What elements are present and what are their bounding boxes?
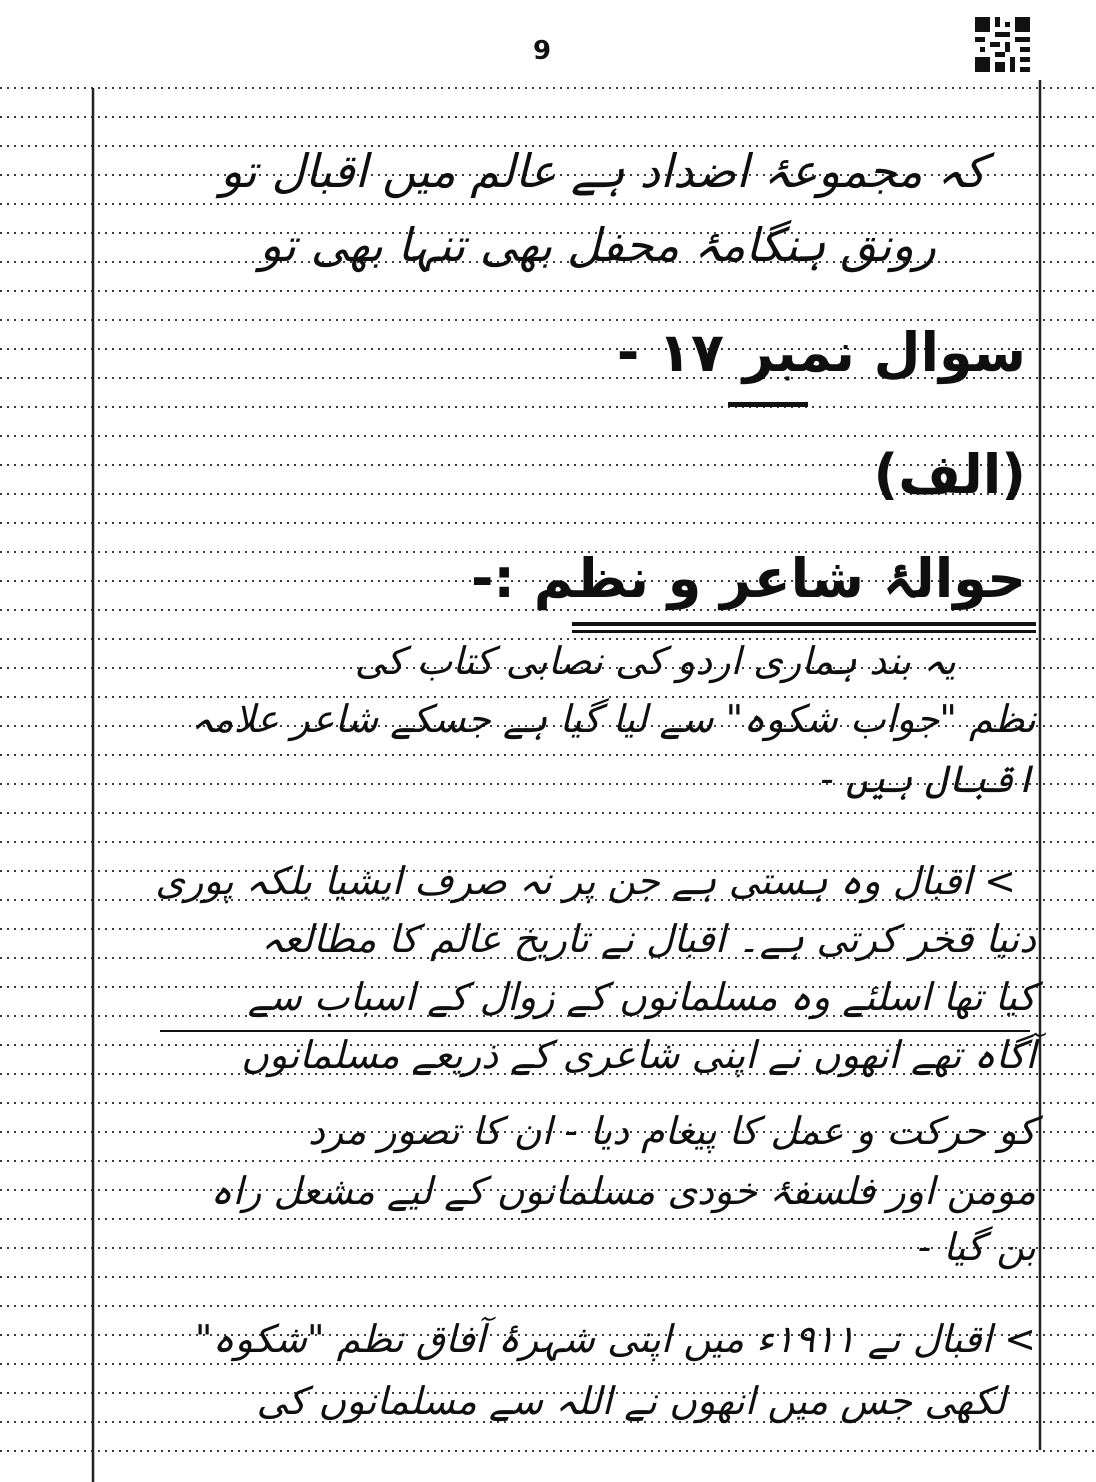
- question-heading: سوال نمبر ۱۷ -: [616, 321, 1026, 384]
- paragraph-1-line-2: دنیا فخر کرتی ہے۔ اقبال نے تاریخ عالم کا مطالعہ: [261, 917, 1036, 961]
- paragraph-1-line-7: بن گیا -: [917, 1225, 1036, 1269]
- reference-heading-underline-2: [572, 630, 1036, 633]
- reference-text-line-2: نظم "جواب شکوہ" سے لیا گیا ہے جسکے شاعر علامہ: [191, 697, 1036, 741]
- reference-heading: حوالۂ شاعر و نظم :-: [470, 547, 1026, 610]
- paragraph-1-underline: [160, 1030, 1030, 1032]
- paragraph-1-line-6: مومن اور فلسفۂ خودی مسلمانوں کے لیے مشعل راہ: [210, 1169, 1036, 1213]
- paragraph-1-line-5: کو حرکت و عمل کا پیغام دیا - ان کا تصور مرد: [307, 1109, 1036, 1153]
- couplet-line-1: کہ مجموعۂ اضداد ہے عالم میں اقبال تو: [220, 144, 986, 198]
- part-label: (الف): [873, 443, 1026, 506]
- couplet-line-2: رونق ہنگامۂ محفل بھی تنہا بھی تو: [259, 218, 936, 272]
- page-number: 9: [532, 36, 552, 66]
- paragraph-1-line-3: کیا تھا اسلئے وہ مسلمانوں کے زوال کے اسباب سے: [247, 975, 1036, 1019]
- reference-heading-underline-1: [572, 622, 1036, 626]
- question-number-underline: [728, 402, 808, 407]
- paragraph-1-line-1: > اقبال وہ ہستی ہے جن پر نہ صرف ایشیا بلکہ پوری: [155, 859, 1016, 903]
- paragraph-2-line-1: > اقبال نے ۱۹۱۱ء میں اپنی شہرۂ آفاق نظم "شکوہ": [194, 1317, 1036, 1361]
- paragraph-2-line-2: لکھی جس میں انھوں نے اللہ سے مسلمانوں کی: [256, 1379, 1006, 1423]
- reference-text-line-1: یہ بند ہماری اردو کی نصابی کتاب کی: [354, 639, 956, 683]
- paragraph-1-line-4: آگاہ تھے انھوں نے اپنی شاعری کے ذریعے مسلمانوں: [241, 1033, 1036, 1077]
- reference-text-line-3: اقبال ہیں -: [820, 757, 1036, 801]
- qr-code-icon: [975, 17, 1030, 72]
